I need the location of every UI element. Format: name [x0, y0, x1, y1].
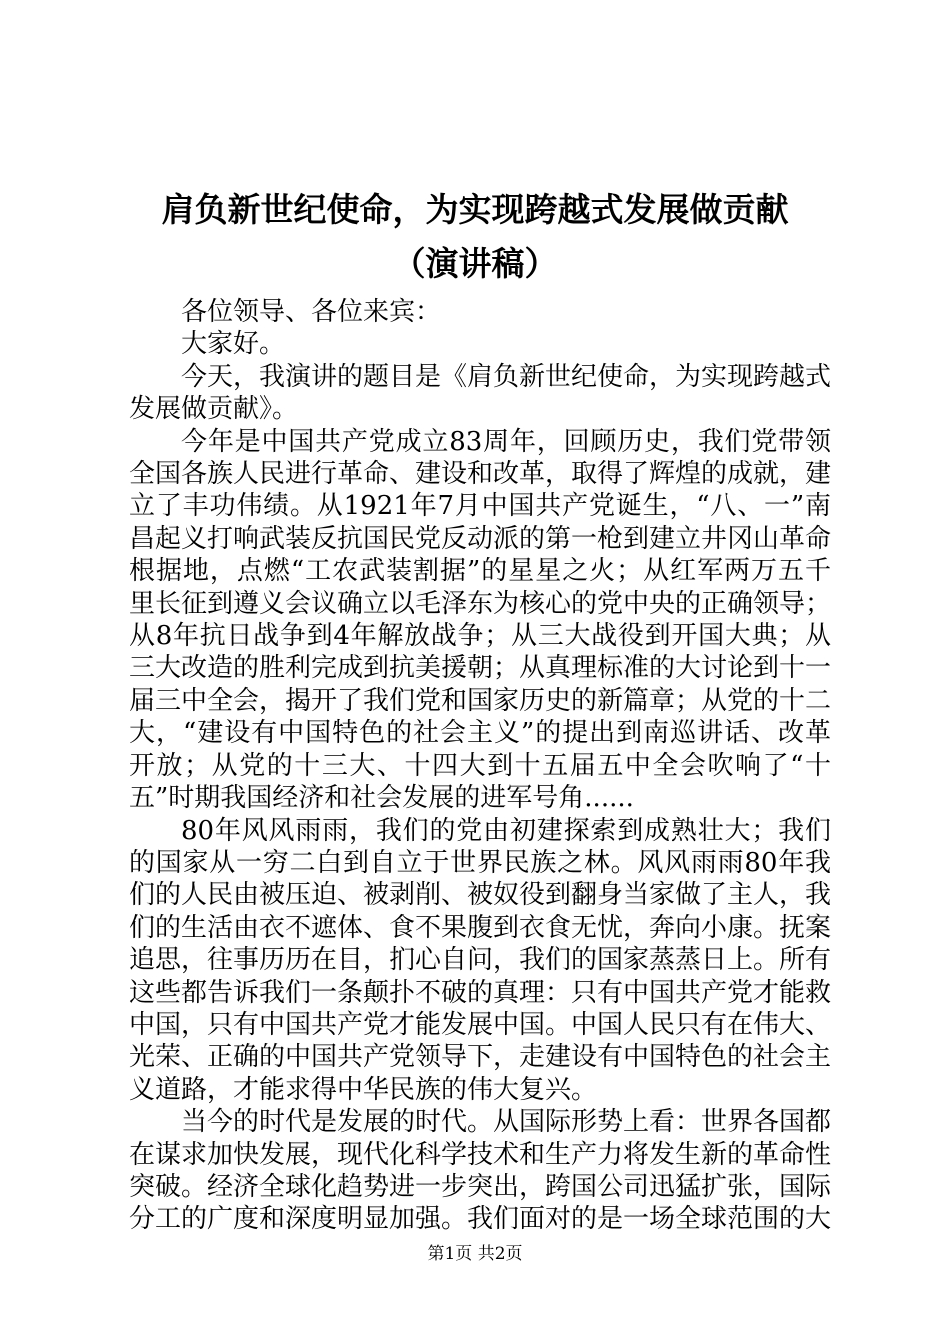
page-footer	[0, 1243, 950, 1265]
body-paragraph: 当今的时代是发展的时代。从国际形势上看：世界各国都在谋求加快发展，现代化科学技术和生产力将发生新的革命性突破。经济全球化趋势进一步突出，跨国公司迅猛扩张，国际分工的广度和深度明显加强。我们面对的是一场全球范围的大	[129, 1107, 832, 1235]
body-paragraph: 80年风风雨雨，我们的党由初建探索到成熟壮大；我们的国家从一穷二白到自立于世界民族之林。风风雨雨80年我们的人民由被压迫、被剥削、被奴役到翻身当家做了主人，我们的生活由衣不遮体、食不果腹到衣食无忧，奔向小康。抚案追思，往事历历在目，扪心自问，我们的国家蒸蒸日上。所有这些都告诉我们一条颠扑不破的真理：只有中国共产党才能救中国，只有中国共产党才能发展中国。中国人民只有在伟大、光荣、正确的中国共产党领导下，走建设有中国特色的社会主义道路，才能求得中华民族的伟大复兴。	[129, 815, 832, 1105]
body-paragraph: 今天，我演讲的题目是《肩负新世纪使命，为实现跨越式发展做贡献》。	[129, 361, 832, 425]
greeting: 大家好。	[181, 329, 286, 360]
document-body	[129, 296, 831, 1236]
salutation: 各位领导、各位来宾：	[181, 297, 442, 327]
document-subtitle: （演讲稿）	[392, 244, 558, 283]
body-paragraph: 今年是中国共产党成立83周年，回顾历史，我们党带领全国各族人民进行革命、建设和改革，取得了辉煌的成就，建立了丰功伟绩。从1921年7月中国共产党诞生，“八、一”南昌起义打响武装反抗国民党反动派的第一枪到建立井冈山革命根据地，点燃“工农武装割据”的星星之火；从红军两万五千里长征到遵义会议确立以毛泽东为核心的党中央的正确领导；从8年抗日战争到4年解放战争；从三大战役到开国大典；从三大改造的胜利完成到抗美援朝；从真理标准的大讨论到十一届三中全会，揭开了我们党和国家历史的新篇章；从党的十二大，“建设有中国特色的社会主义”的提出到南巡讲话、改革开放；从党的十三大、十四大到十五届五中全会吹响了“十五”时期我国经济和社会发展的进军号角......	[129, 426, 832, 814]
page-number: 第1页	[427, 1244, 473, 1264]
document-title: 肩负新世纪使命，为实现跨越式发展做贡献	[161, 190, 789, 229]
page-total: 共2页	[477, 1244, 523, 1264]
